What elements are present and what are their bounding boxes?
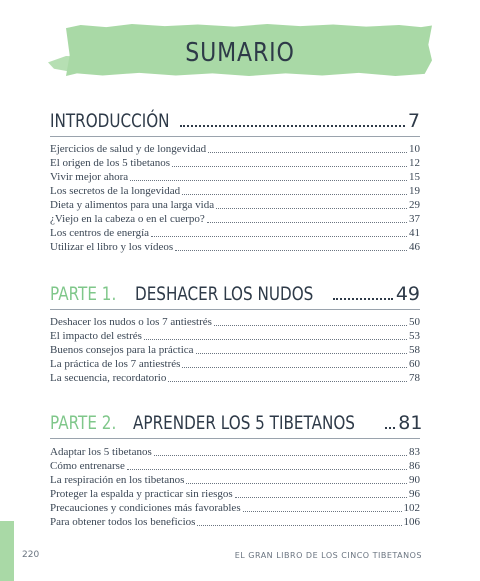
footer-book-title: EL GRAN LIBRO DE LOS CINCO TIBETANOS xyxy=(234,551,422,560)
section-title: APRENDER LOS 5 TIBETANOS xyxy=(132,412,355,434)
toc-entry[interactable] xyxy=(50,445,420,459)
footer-page-number: 220 xyxy=(22,550,40,560)
entry-title: El impacto del estrés xyxy=(50,330,142,342)
dot-leader xyxy=(186,483,407,484)
entry-page-number: 41 xyxy=(409,227,420,239)
entry-title: Deshacer los nudos o los 7 antiestrés xyxy=(50,316,212,328)
entry-title: Adaptar los 5 tibetanos xyxy=(50,446,152,458)
entry-page-number: 53 xyxy=(409,330,420,342)
section-prefix: PARTE 2. xyxy=(50,412,117,434)
dot-leader xyxy=(127,469,407,470)
dot-leader xyxy=(197,525,401,526)
toc-entry[interactable] xyxy=(50,459,420,473)
section-page-number: 81 xyxy=(398,412,423,434)
entry-page-number: 19 xyxy=(409,185,420,197)
section-prefix: PARTE 1. xyxy=(50,283,117,305)
dot-leader xyxy=(208,152,407,153)
toc-entry[interactable] xyxy=(50,371,420,385)
section-page-number: 7 xyxy=(407,110,420,132)
section-rule xyxy=(50,309,420,310)
entry-list xyxy=(50,445,420,529)
entry-title: La respiración en los tibetanos xyxy=(50,474,185,486)
toc-entry[interactable] xyxy=(50,212,420,226)
entry-page-number: 10 xyxy=(409,143,420,155)
entry-page-number: 86 xyxy=(409,460,420,472)
dot-leader xyxy=(207,222,407,223)
entry-page-number: 90 xyxy=(409,474,420,486)
toc-entry[interactable] xyxy=(50,198,420,212)
dot-leader xyxy=(168,381,407,382)
section-title: DESHACER LOS NUDOS xyxy=(134,283,314,305)
toc-entry[interactable] xyxy=(50,315,420,329)
dot-leader xyxy=(172,166,407,167)
page-title: SUMARIO xyxy=(185,38,295,68)
dot-leader xyxy=(243,511,402,512)
entry-title: La secuencia, recordatorio xyxy=(50,372,167,384)
entry-title: Utilizar el libro y los vídeos xyxy=(50,241,174,253)
toc-entry[interactable] xyxy=(50,329,420,343)
page-edge-tab xyxy=(0,521,14,581)
toc-entry[interactable] xyxy=(50,184,420,198)
dot-leader xyxy=(385,427,395,429)
section-heading xyxy=(50,106,420,132)
entry-page-number: 78 xyxy=(409,372,420,384)
entry-page-number: 29 xyxy=(409,199,420,211)
toc-entry[interactable] xyxy=(50,515,420,529)
section-heading xyxy=(50,279,420,305)
dot-leader xyxy=(333,298,393,300)
entry-title: Los secretos de la longevidad xyxy=(50,185,181,197)
dot-leader xyxy=(182,367,407,368)
toc-entry[interactable] xyxy=(50,357,420,371)
dot-leader xyxy=(216,208,407,209)
entry-page-number: 46 xyxy=(409,241,420,253)
toc-entry[interactable] xyxy=(50,473,420,487)
entry-page-number: 96 xyxy=(409,488,420,500)
entry-title: Dieta y alimentos para una larga vida xyxy=(50,199,215,211)
entry-title: Cómo entrenarse xyxy=(50,460,125,472)
entry-title: ¿Viejo en la cabeza o en el cuerpo? xyxy=(50,213,205,225)
entry-page-number: 12 xyxy=(409,157,420,169)
dot-leader xyxy=(235,497,407,498)
toc-entry[interactable] xyxy=(50,240,420,254)
entry-page-number: 50 xyxy=(409,316,420,328)
toc-entry[interactable] xyxy=(50,487,420,501)
entry-title: Proteger la espalda y practicar sin riesgos xyxy=(50,488,233,500)
dot-leader xyxy=(144,339,407,340)
entry-page-number: 37 xyxy=(409,213,420,225)
entry-title: Ejercicios de salud y de longevidad xyxy=(50,143,207,155)
entry-title: Para obtener todos los beneficios xyxy=(50,516,196,528)
section-page-number: 49 xyxy=(395,283,420,305)
section-rule xyxy=(50,438,420,439)
entry-list xyxy=(50,315,420,385)
toc-entry[interactable] xyxy=(50,170,420,184)
entry-title: La práctica de los 7 antiestrés xyxy=(50,358,181,370)
section-rule xyxy=(50,136,420,137)
entry-page-number: 15 xyxy=(409,171,420,183)
dot-leader xyxy=(151,236,407,237)
entry-title: El origen de los 5 tibetanos xyxy=(50,157,171,169)
dot-leader xyxy=(214,325,407,326)
entry-title: Buenos consejos para la práctica xyxy=(50,344,194,356)
entry-page-number: 60 xyxy=(409,358,420,370)
toc-entry[interactable] xyxy=(50,343,420,357)
dot-leader xyxy=(182,194,407,195)
section-title: INTRODUCCIÓN xyxy=(50,110,170,132)
dot-leader xyxy=(154,455,407,456)
dot-leader xyxy=(175,250,407,251)
entry-title: Vivir mejor ahora xyxy=(50,171,129,183)
dot-leader xyxy=(180,125,404,127)
toc-entry[interactable] xyxy=(50,142,420,156)
entry-page-number: 106 xyxy=(403,516,420,528)
entry-page-number: 102 xyxy=(403,502,420,514)
toc-entry[interactable] xyxy=(50,501,420,515)
entry-page-number: 83 xyxy=(409,446,420,458)
toc-entry[interactable] xyxy=(50,156,420,170)
dot-leader xyxy=(130,180,407,181)
entry-list xyxy=(50,142,420,254)
entry-title: Precauciones y condiciones más favorables xyxy=(50,502,241,514)
entry-page-number: 58 xyxy=(409,344,420,356)
entry-title: Los centros de energía xyxy=(50,227,150,239)
section-heading xyxy=(50,408,423,434)
toc-entry[interactable] xyxy=(50,226,420,240)
dot-leader xyxy=(196,353,407,354)
